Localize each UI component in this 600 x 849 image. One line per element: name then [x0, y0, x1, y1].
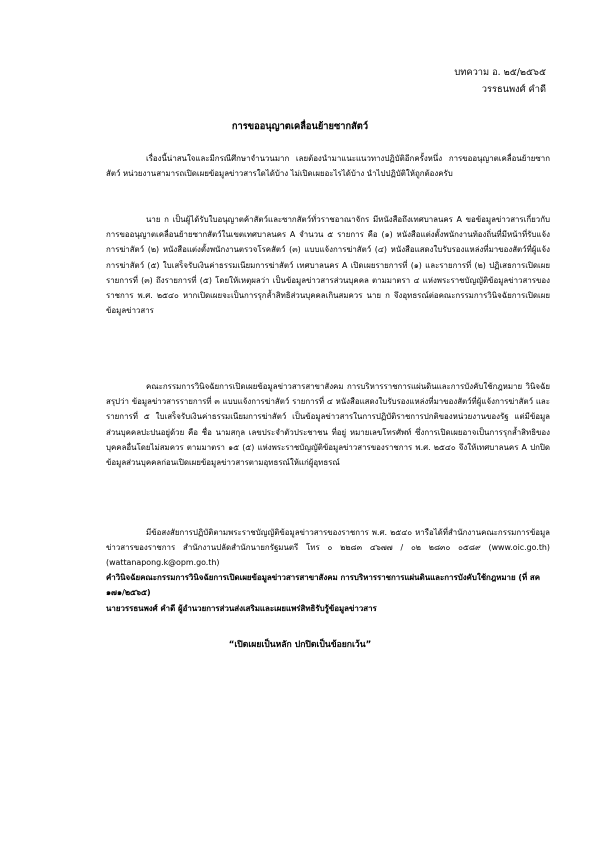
paragraph-intro: เรื่องนี้น่าสนใจและมีกรณีศึกษาจำนวนมาก เลยต้องนำมาแนะแนวทางปฏิบัติอีกครั้งหนึ่ง การขออนุญาตเคลื่อนย้ายซากสัตว์ หน่วยงานสามารถเปิดเผยข้อมูลข่าวสารใดได้บ้าง ไม่เปิดเผยอะไรได้บ้าง นำไปปฏิบัติให้ถูกต้องครับ	[106, 154, 550, 179]
reference-block	[454, 64, 546, 98]
article-author: วรรธนพงศ์ คำดี	[481, 84, 546, 95]
document-title: การขออนุญาตเคลื่อนย้ายซากสัตว์	[231, 121, 369, 132]
article-number: บทความ อ. ๒๕/๒๕๖๕	[454, 67, 546, 78]
paragraph-case: นาย ก เป็นผู้ได้รับใบอนุญาตค้าสัตว์และซากสัตว์ทั่วราชอาณาจักร มีหนังสือถึงเทศบาลนคร A ขอข้อมูลข่าวสารเกี่ยวกับการขออนุญาตเคลื่อนย้ายซากสัตว์ในเขตเทศบาลนคร A จำนวน ๕ รายการ คือ (๑) หนังสือแต่งตั้งพนักงานท้องถิ่นที่มีหน้าที่รับแจ้งการฆ่าสัตว์ (๒) หนังสือแต่งตั้งพนักงานตรวจโรคสัตว์ (๓) แบบแจ้งการฆ่าสัตว์ (๔) หนังสือแสดงใบรับรองแหล่งที่มาของสัตว์ที่ผู้แจ้งการฆ่าสัตว์ (๕) ใบเสร็จรับเงินค่าธรรมเนียมการฆ่าสัตว์ เทศบาลนคร A เปิดเผยรายการที่ (๑) และรายการที่ (๒) ปฏิเสธการเปิดเผยรายการที่ (๓) ถึงรายการที่ (๕) โดยให้เหตุผลว่า เป็นข้อมูลข่าวสารส่วนบุคคล ตามมาตรา ๔ แห่งพระราชบัญญัติข้อมูลข่าวสารของราชการ พ.ศ. ๒๕๔๐ หากเปิดเผยจะเป็นการรุกล้ำสิทธิส่วนบุคคลเกินสมควร นาย ก จึงอุทธรณ์ต่อคณะกรรมการวินิจฉัยการเปิดเผยข้อมูลข่าวสาร	[106, 215, 550, 316]
decision-reference: คำวินิจฉัยคณะกรรมการวินิจฉัยการเปิดเผยข้อมูลข่าวสารสาขาสังคม การบริหารราชการแผ่นดินและการบังคับใช้กฎหมาย (ที่ สค ๑๗๑/๒๕๖๕)	[106, 573, 540, 598]
paragraph-contact: มีข้อสงสัยการปฏิบัติตามพระราชบัญญัติข้อมูลข่าวสารของราชการ พ.ศ. ๒๕๔๐ หารือได้ที่สำนักงานคณะกรรมการข้อมูลข่าวสารของราชการ สำนักงานปลัดสำนักนายกรัฐมนตรี โทร ๐ ๒๒๘๓ ๔๖๗๗ / ๐๒ ๒๘๓๐ ๐๕๘๙ (www.oic.go.th) (wattanapong.k@opm.go.th)	[106, 528, 550, 568]
slogan: “เปิดเผยเป็นหลัก ปกปิดเป็นข้อยกเว้น”	[228, 640, 372, 650]
signature-line: นายวรรธนพงศ์ คำดี ผู้อำนวยการส่วนส่งเสริมและเผยแพร่สิทธิรับรู้ข้อมูลข่าวสาร	[106, 604, 377, 613]
paragraph-decision: คณะกรรมการวินิจฉัยการเปิดเผยข้อมูลข่าวสารสาขาสังคม การบริหารราชการแผ่นดินและการบังคับใช้กฎหมาย วินิจฉัยสรุปว่า ข้อมูลข่าวสารรายการที่ ๓ แบบแจ้งการฆ่าสัตว์ รายการที่ ๔ หนังสือแสดงใบรับรองแหล่งที่มาของสัตว์ที่ผู้แจ้งการฆ่าสัตว์ และรายการที่ ๕ ใบเสร็จรับเงินค่าธรรมเนียมการฆ่าสัตว์ เป็นข้อมูลข่าวสารในการปฏิบัติราชการปกติของหน่วยงานของรัฐ แต่มีข้อมูลส่วนบุคคลปะปนอยู่ด้วย คือ ชื่อ นามสกุล เลขประจำตัวประชาชน ที่อยู่ หมายเลขโทรศัพท์ ซึ่งการเปิดเผยอาจเป็นการรุกล้ำสิทธิของบุคคลอื่นโดยไม่สมควร ตามมาตรา ๑๕ (๕) แห่งพระราชบัญญัติข้อมูลข่าวสารของราชการ พ.ศ. ๒๕๔๐ จึงให้เทศบาลนคร A ปกปิดข้อมูลส่วนบุคคลก่อนเปิดเผยข้อมูลข่าวสารตามอุทธรณ์ให้แก่ผู้อุทธรณ์	[106, 382, 550, 468]
